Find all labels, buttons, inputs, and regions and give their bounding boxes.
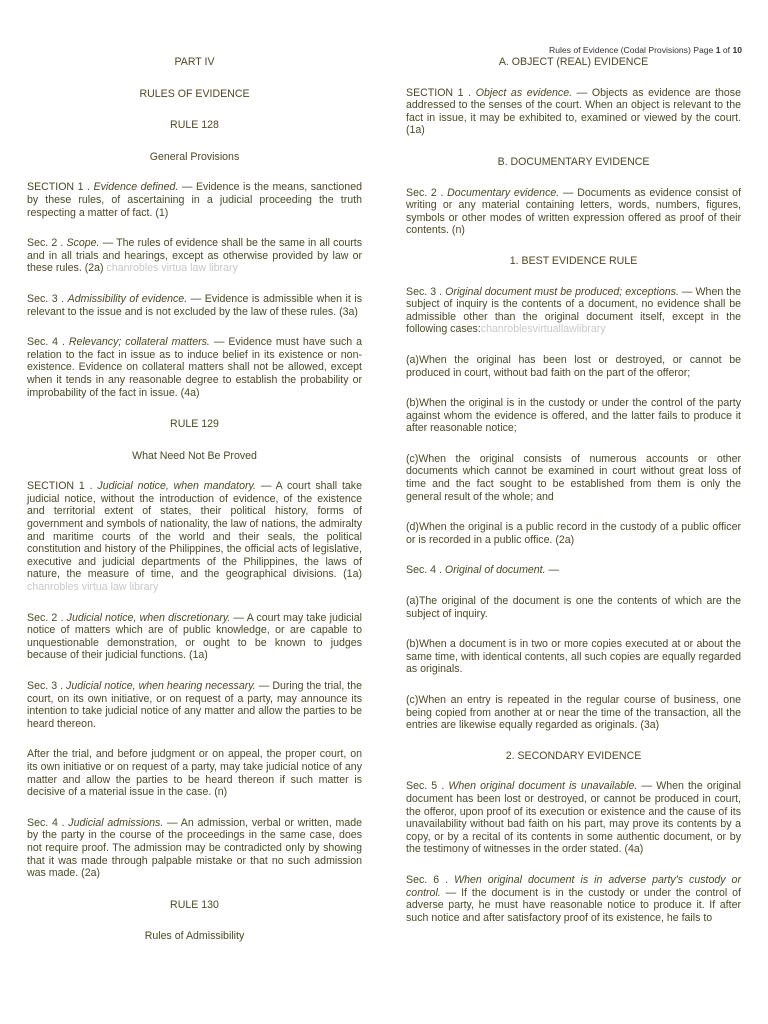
after-trial-paragraph: After the trial, and before judgment or on appeal, the proper court, on its own initiative or on request of a party, may take judicial notice of any matter and allow the parties to be heard thereon if such matter is decisive of a material issue in the case. (n)	[27, 748, 362, 799]
documentary-evidence-heading: B. DOCUMENTARY EVIDENCE	[497, 155, 650, 168]
right-column	[406, 56, 741, 924]
secondary-section-5: Sec. 5 . When original document is unavailable. — When the original document has been lost or destroyed, or cannot be produced in court, the offeror, upon proof of its execution or existence and the cause of its unavailability without bad faith on his part, may prove its contents by a copy, or by a recital of its contents in some authentic document, or by the testimony of witnesses in the order stated. (4a)	[406, 780, 741, 856]
object-evidence-heading: A. OBJECT (REAL) EVIDENCE	[498, 56, 649, 68]
rule128-section-4: Sec. 4 . Relevancy; collateral matters. — Evidence must have such a relation to the fact in issue as to induce belief in its existence or non-existence. Evidence on collateral matters shall not be allowed, except when it tends in any reasonable degree to establish the probability or improbability of the fact in issue. (4a)	[27, 336, 362, 399]
exception-a: (a)When the original has been lost or destroyed, or cannot be produced in court, without bad faith on the part of the offeror;	[406, 353, 741, 379]
original-b: (b)When a document is in two or more copies executed at or about the same time, with identical contents, all such copies are equally regarded as originals.	[406, 638, 741, 676]
rule129-section-1: SECTION 1 . Judicial notice, when mandatory. — A court shall take judicial notice, without the introduction of evidence, of the existence and territorial extent of states, their political history, forms of government and symbols of nationality, the law of nations, the admiralty and maritime courts of the world and their seals, the political constitution and history of the Philippines, the official acts of legislative, executive and judicial departments of the Philippines, the laws of nature, the measure of time, and the geographical divisions. (1a) chanrobles virtua law library	[27, 480, 363, 594]
page-total: 10	[732, 45, 742, 55]
rule129-section-3: Sec. 3 . Judicial notice, when hearing necessary. — During the trial, the court, on its own initiative, or on request of a party, may announce its intention to take judicial notice of any matter and allow the parties to be heard thereon.	[27, 680, 363, 730]
secondary-section-6: Sec. 6 . When original document is in adverse party's custody or control. — If the document is in the custody or under the control of adverse party, he must have reasonable notice to produce it. If after such notice and after satisfactory proof of its existence, he fails to	[406, 873, 741, 924]
rule-128-heading: RULE 128	[170, 119, 219, 132]
original-a: (a)The original of the document is one the contents of which are the subject of inquiry.	[406, 595, 741, 620]
rule128-section-3: Sec. 3 . Admissibility of evidence. — Evidence is admissible when it is relevant to the issue and is not excluded by the law of these rules. (3a)	[27, 292, 362, 318]
rule128-section-2: Sec. 2 . Scope. — The rules of evidence shall be the same in all courts and in all trials and hearings, except as otherwise provided by law or these rules. (2a) chanrobles virtua law library	[27, 237, 362, 275]
object-section-1: SECTION 1 . Object as evidence. — Objects as evidence are those addressed to the senses of the court. When an object is relevant to the fact in issue, it may be exhibited to, examined or viewed by the court. (1a)	[406, 86, 741, 137]
documentary-section-2: Sec. 2 . Documentary evidence. — Documents as evidence consist of writing or any material containing letters, words, numbers, figures, symbols or other modes of written expression offered as proof of their contents. (n)	[406, 186, 742, 237]
rule129-section-4: Sec. 4 . Judicial admissions. — An admission, verbal or written, made by the party in the course of the proceedings in the same case, does not require proof. The admission may be contradicted only by showing that it was made through palpable mistake or that no such admission was made. (2a)	[27, 816, 362, 880]
original-document-section-4: Sec. 4 . Original of document. —	[406, 564, 560, 577]
rule-129-heading: RULE 129	[170, 418, 219, 431]
rule129-section-2: Sec. 2 . Judicial notice, when discretionary. — A court may take judicial notice of matters which are of public knowledge, or are capable to unquestionable demonstration, or ought to be known to judges because of their judicial functions. (1a)	[27, 611, 362, 662]
rules-of-admissibility-heading: Rules of Admissibility	[144, 930, 245, 943]
page-of: of	[722, 45, 731, 55]
page-header	[549, 44, 742, 57]
exception-b: (b)When the original is in the custody or under the control of the party against whom the evidence is offered, and the latter fails to produce it after reasonable notice;	[406, 397, 741, 435]
best-evidence-heading: 1. BEST EVIDENCE RULE	[509, 254, 638, 267]
left-column	[27, 56, 362, 943]
exception-d: (d)When the original is a public record in the custody of a public officer or is recorded in a public office. (2a)	[406, 521, 741, 546]
rule128-section-1: SECTION 1 . Evidence defined. — Evidence is the means, sanctioned by these rules, of ascertaining in a judicial proceeding the truth respecting a matter of fact. (1)	[27, 181, 362, 219]
part-heading: PART IV	[174, 56, 215, 68]
page-number: 1	[715, 45, 721, 55]
secondary-evidence-heading: 2. SECONDARY EVIDENCE	[505, 749, 642, 762]
general-provisions-heading: General Provisions	[149, 150, 240, 163]
best-evidence-section-3: Sec. 3 . Original document must be produced; exceptions. — When the subject of inquiry is the contents of a document, no evidence shall be admissible other than the original document itself, except in the following cases:chanroblesvirtuallawlibrary	[406, 285, 741, 336]
watermark-text: chanrobles virtua law library	[106, 262, 238, 275]
what-need-not-be-proved-heading: What Need Not Be Proved	[132, 449, 257, 462]
watermark-text: chanroblesvirtuallawlibrary	[480, 323, 606, 336]
watermark-text: chanrobles virtua law library	[27, 581, 159, 594]
exception-c: (c)When the original consists of numerous accounts or other documents which cannot be examined in court without great loss of time and the fact sought to be established from them is only the general result of the whole; and	[406, 452, 741, 503]
header-title: Rules of Evidence (Codal Provisions) Page	[548, 45, 714, 55]
original-c: (c)When an entry is repeated in the regular course of business, one being copied from another at or near the time of the transaction, all the entries are likewise equally regarded as originals. (3a)	[406, 694, 741, 732]
document-title: RULES OF EVIDENCE	[139, 87, 250, 100]
rule-130-heading: RULE 130	[170, 898, 219, 911]
